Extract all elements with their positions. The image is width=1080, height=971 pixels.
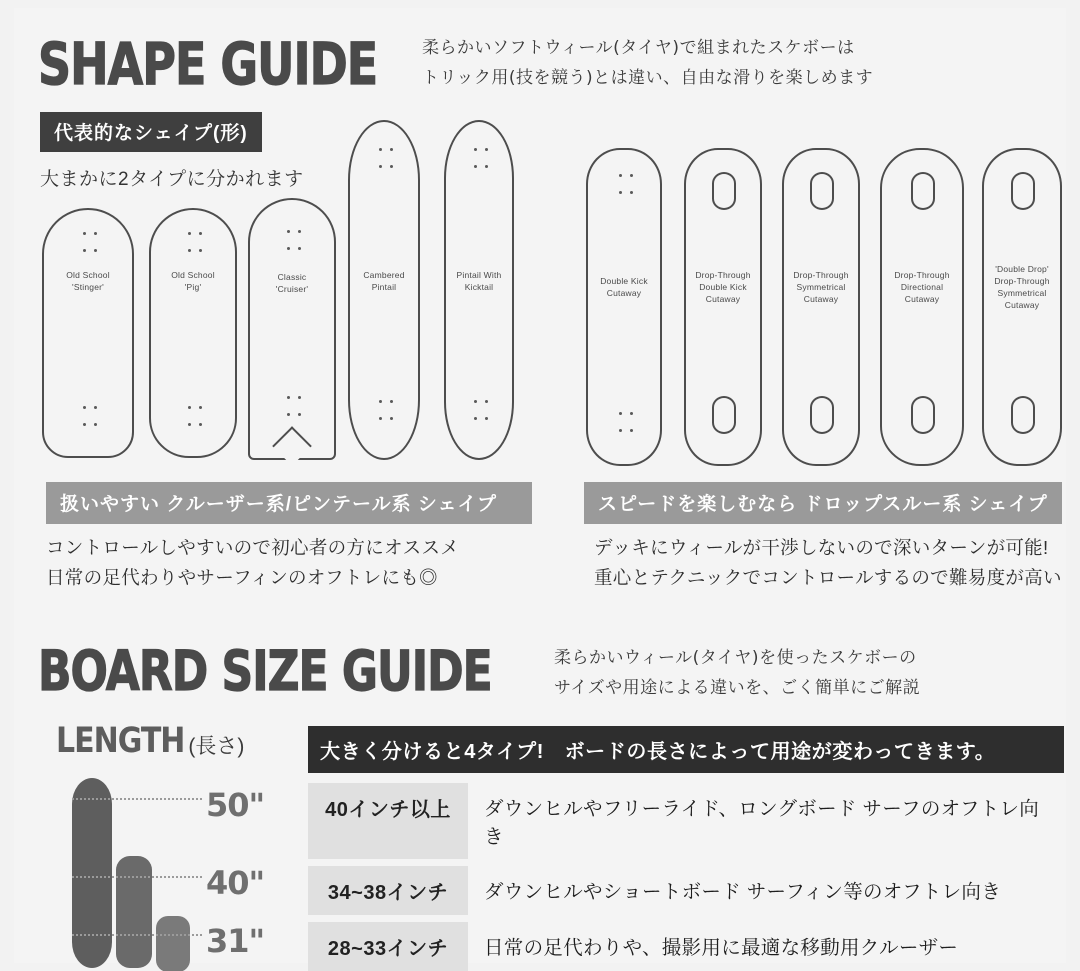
board-label: Kicktail [464,282,494,292]
board-old-school-pig [149,208,237,458]
size-guide-intro-line2: サイズや用途による違いを、ごく簡単にご解説 [554,678,921,698]
board-label: Symmetrical [796,282,846,292]
length-board-31 [156,916,190,971]
board-label: Pintail [371,282,397,292]
left-group-bar-wrap [46,482,532,524]
left-group-desc-line2: 日常の足代わりやサーフィンのオフトレにも◎ [46,567,438,588]
board-label: Cutaway [606,288,642,298]
size-guide-header-bar: 大きく分けると4タイプ! ボードの長さによって用途が変わってきます。 [308,726,1064,773]
shape-guide-intro-line1: 柔らかいソフトウィール(タイヤ)で組まれたスケボーは [422,38,855,58]
length-mark-40: 40" [206,864,265,902]
row-value: ダウンヒルやフリーライド、ロングボード サーフのオフトレ向き [484,798,1040,848]
length-label-jp: (長さ) [188,735,245,758]
poster-canvas [14,8,1066,963]
drop-through-cutout-bottom [1011,396,1035,434]
length-mark-50: 50" [206,786,265,824]
board-label: Old School [66,270,110,280]
bolt-group-top [619,174,633,194]
row-key: 28~33インチ [308,922,468,971]
length-dash-31 [72,934,202,936]
bolt-group-top [188,232,202,252]
board-pintail-with-kicktail [444,120,514,460]
bolt-group-top [379,148,393,168]
board-label: Cutaway [705,294,741,304]
bolt-group-bottom [619,412,633,432]
bolt-group-bottom [188,406,202,426]
bolt-group-top [474,148,488,168]
drop-through-cutout-bottom [810,396,834,434]
shape-guide-intro-line2: トリック用(技を競う)とは違い、自由な滑りを楽しめます [422,68,874,88]
board-cambered-pintail [348,120,420,460]
length-mark-31: 31" [206,922,265,960]
length-dash-50 [72,798,202,800]
board-label: Old School [171,270,215,280]
board-label: Directional [900,282,944,292]
right-group-bar: スピードを楽しむなら ドロップスルー系 シェイプ [584,482,1062,524]
board-old-school-stinger [42,208,134,458]
left-group-desc-line1: コントロールしやすいので初心者の方にオススメ [46,537,460,558]
drop-through-cutout-top [1011,172,1035,210]
board-double-kick-cutaway [586,148,662,466]
size-guide-table [308,726,1064,971]
board-label: Drop-Through [695,270,751,280]
board-double-drop-drop-through-symmetrical-cutaway [982,148,1062,466]
board-label: Drop-Through [793,270,849,280]
bolt-group-top [287,230,301,250]
board-label: Double Kick [600,276,648,286]
length-label-wrap [56,720,245,761]
bolt-group-bottom [287,396,301,416]
length-board-40 [116,856,152,968]
length-dash-40 [72,876,202,878]
left-group-bar: 扱いやすい クルーザー系/ピンテール系 シェイプ [46,482,532,524]
board-label: Double Kick [699,282,747,292]
row-value: ダウンヒルやショートボード サーフィン等のオフトレ向き [484,881,1002,903]
board-label: 'Cruiser' [275,284,309,294]
board-drop-through-symmetrical-cutaway [782,148,860,466]
shape-guide-badge-wrap [40,112,262,152]
drop-through-cutout-top [911,172,935,210]
row-key: 34~38インチ [308,866,468,915]
shape-guide-badge: 代表的なシェイプ(形) [40,112,262,152]
board-label: Cutaway [1004,300,1040,310]
drop-through-cutout-bottom [712,396,736,434]
row-key: 40インチ以上 [308,783,468,859]
board-label: Cambered [363,270,405,280]
board-label: 'Pig' [184,282,202,292]
table-row [308,866,1064,915]
shape-guide-subtitle: 大まかに2タイプに分かれます [40,169,304,190]
board-classic-cruiser [248,198,336,460]
board-label: Classic [277,272,307,282]
board-label: 'Stinger' [72,282,104,292]
bolt-group-bottom [379,400,393,420]
bolt-group-bottom [474,400,488,420]
drop-through-cutout-bottom [911,396,935,434]
size-guide-intro-line1: 柔らかいウィール(タイヤ)を使ったスケボーの [554,648,917,668]
board-label: Cutaway [904,294,940,304]
board-drop-through-double-kick-cutaway [684,148,762,466]
bolt-group-bottom [83,406,97,426]
shape-guide-title: SHAPE GUIDE [38,30,378,98]
board-label: Symmetrical [997,288,1047,298]
board-label: Pintail With [456,270,502,280]
board-label: Cutaway [803,294,839,304]
row-value: 日常の足代わりや、撮影用に最適な移動用クルーザー [484,937,959,959]
drop-through-cutout-top [712,172,736,210]
right-group-desc-line1: デッキにウィールが干渉しないので深いターンが可能! [594,537,1049,558]
table-row [308,783,1064,859]
bolt-group-top [83,232,97,252]
drop-through-cutout-top [810,172,834,210]
right-group-bar-wrap [584,482,1062,524]
right-group-desc-line2: 重心とテクニックでコントロールするので難易度が高い [594,567,1062,588]
board-label: Drop-Through [894,270,950,280]
board-drop-through-directional-cutaway [880,148,964,466]
size-guide-title: BOARD SIZE GUIDE [38,640,492,704]
fishtail-notch [272,426,312,466]
board-label: 'Double Drop' [995,264,1049,274]
board-label: Drop-Through [994,276,1050,286]
length-label: LENGTH [56,720,185,761]
table-row [308,922,1064,971]
length-board-50 [72,778,112,968]
